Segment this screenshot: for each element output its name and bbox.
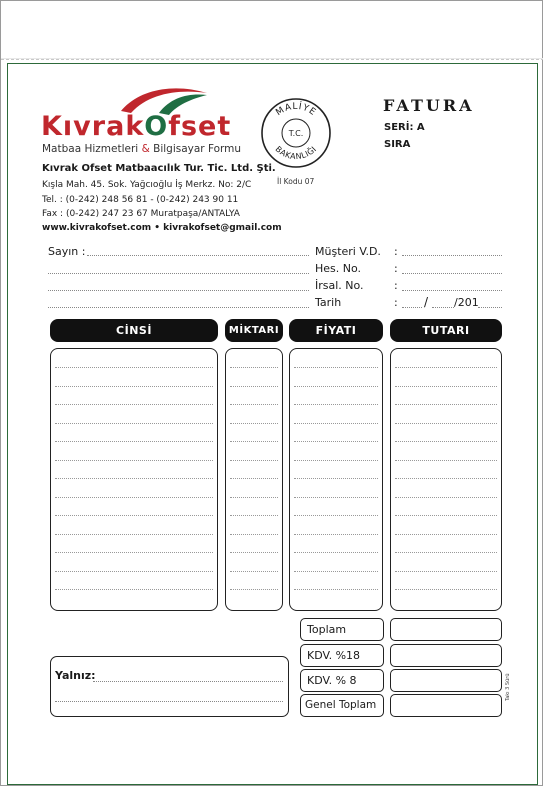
tagline-part-b: Bilgisayar Formu [153, 143, 242, 155]
ruled-line [55, 386, 213, 387]
ruled-line [294, 552, 378, 553]
customer-address-line-2[interactable] [48, 290, 309, 291]
ruled-line [55, 478, 213, 479]
logo-tagline [42, 143, 241, 155]
total-value-kdv18[interactable] [390, 644, 502, 667]
company-web: www.kivrakofset.com • kivrakofset@gmail.com [42, 223, 282, 233]
amount-in-words-label: Yalnız: [55, 669, 96, 682]
date-colon: : [394, 296, 398, 309]
total-value-kdv8[interactable] [390, 669, 502, 692]
logo-wordmark [41, 111, 231, 142]
ruled-line [294, 367, 378, 368]
total-label-kdv8: KDV. % 8 [300, 669, 384, 692]
tax-office-colon: : [394, 245, 398, 258]
logo-right: fset [168, 111, 232, 142]
column-header-miktari: MİKTARI [225, 319, 283, 342]
company-fax: Fax : (0-242) 247 23 67 Muratpaşa/ANTALYA [42, 209, 240, 219]
ruled-line [230, 441, 278, 442]
date-month-field[interactable] [432, 307, 454, 308]
seal-top-text: MALİYE [274, 101, 318, 119]
ruled-line [294, 589, 378, 590]
ruled-line [395, 441, 497, 442]
perforation-line [1, 59, 543, 60]
date-day-field[interactable] [402, 307, 422, 308]
total-label-kdv18: KDV. %18 [300, 644, 384, 667]
ruled-line [395, 571, 497, 572]
date-year: /201 [454, 296, 479, 309]
customer-address-line-3[interactable] [48, 307, 309, 308]
tear-strip [1, 1, 543, 59]
ruled-line [55, 423, 213, 424]
account-no-field[interactable] [402, 273, 502, 274]
ruled-line [294, 404, 378, 405]
ruled-line [55, 571, 213, 572]
waybill-no-colon: : [394, 279, 398, 292]
ruled-line [55, 515, 213, 516]
column-header-tutari: TUTARI [390, 319, 502, 342]
ruled-line [294, 423, 378, 424]
waybill-no-label: İrsal. No. [315, 279, 364, 292]
ruled-line [294, 386, 378, 387]
ruled-line [55, 404, 213, 405]
ruled-line [230, 386, 278, 387]
tax-office-field[interactable] [402, 255, 502, 256]
date-label: Tarih [315, 296, 342, 309]
ruled-line [395, 423, 497, 424]
ruled-line [55, 589, 213, 590]
ruled-line [230, 515, 278, 516]
ruled-line [395, 552, 497, 553]
total-value-genel[interactable] [390, 694, 502, 717]
column-box-tutari[interactable] [390, 348, 502, 611]
ruled-line [395, 589, 497, 590]
customer-name-label: Sayın : [48, 245, 86, 258]
ruled-line [230, 552, 278, 553]
ruled-line [294, 497, 378, 498]
logo-o: O [144, 111, 169, 142]
ruled-line [55, 460, 213, 461]
account-no-label: Hes. No. [315, 262, 362, 275]
waybill-no-field[interactable] [402, 290, 502, 291]
ruled-line [55, 552, 213, 553]
company-phone: Tel. : (0-242) 248 56 81 - (0-242) 243 90 11 [42, 195, 239, 205]
tagline-amp: & [141, 143, 150, 155]
ruled-line [230, 571, 278, 572]
company-logo [41, 85, 256, 143]
ruled-line [395, 404, 497, 405]
column-box-cinsi[interactable] [50, 348, 218, 611]
amount-in-words-box [50, 656, 289, 717]
date-year-field[interactable] [478, 307, 502, 308]
ruled-line [55, 534, 213, 535]
date-slash: / [424, 295, 429, 309]
ruled-line [230, 534, 278, 535]
invoice-title: FATURA [383, 96, 475, 115]
tagline-part-a: Matbaa Hizmetleri [42, 143, 139, 155]
tax-office-label: Müşteri V.D. [315, 245, 381, 258]
invoice-series: SERİ: A [384, 122, 425, 133]
total-label-toplam: Toplam [300, 618, 384, 641]
ruled-line [395, 478, 497, 479]
column-box-miktari[interactable] [225, 348, 283, 611]
amount-in-words-line-2[interactable] [55, 701, 283, 702]
customer-address-line-1[interactable] [48, 273, 309, 274]
ruled-line [55, 367, 213, 368]
ruled-line [294, 534, 378, 535]
invoice-sequence: SIRA [384, 139, 411, 150]
ruled-line [230, 367, 278, 368]
seal-caption: İl Kodu 07 [277, 177, 315, 186]
account-no-colon: : [394, 262, 398, 275]
ruled-line [395, 367, 497, 368]
ruled-line [55, 497, 213, 498]
total-label-genel: Genel Toplam [300, 694, 384, 717]
ruled-line [395, 460, 497, 461]
ruled-line [294, 571, 378, 572]
seal-bottom-text: BAKANLIĞI [273, 144, 319, 162]
customer-name-field[interactable] [87, 255, 309, 256]
ruled-line [395, 534, 497, 535]
ruled-line [294, 441, 378, 442]
printer-side-note: Takı 3 Sürü [505, 673, 511, 701]
logo-left: Kıvrak [41, 111, 145, 142]
ruled-line [230, 478, 278, 479]
seal-center-text: T.C. [288, 129, 304, 138]
ruled-line [55, 441, 213, 442]
company-name: Kıvrak Ofset Matbaacılık Tur. Tic. Ltd. Şti. [42, 163, 276, 174]
ruled-line [230, 497, 278, 498]
column-header-cinsi: CİNSİ [50, 319, 218, 342]
ministry-seal-icon [260, 97, 332, 169]
ruled-line [294, 478, 378, 479]
ruled-line [230, 423, 278, 424]
company-address: Kışla Mah. 45. Sok. Yağcıoğlu İş Merkz. No: 2/C [42, 180, 252, 190]
ruled-line [395, 386, 497, 387]
column-header-fiyati: FİYATI [289, 319, 383, 342]
amount-in-words-line-1[interactable] [93, 681, 283, 682]
ruled-line [230, 404, 278, 405]
svg-text:MALİYE [274, 101, 318, 118]
ruled-line [294, 515, 378, 516]
ruled-line [395, 515, 497, 516]
ruled-line [294, 460, 378, 461]
ruled-line [230, 460, 278, 461]
total-value-toplam[interactable] [390, 618, 502, 641]
ruled-line [395, 497, 497, 498]
column-box-fiyati[interactable] [289, 348, 383, 611]
ruled-line [230, 589, 278, 590]
